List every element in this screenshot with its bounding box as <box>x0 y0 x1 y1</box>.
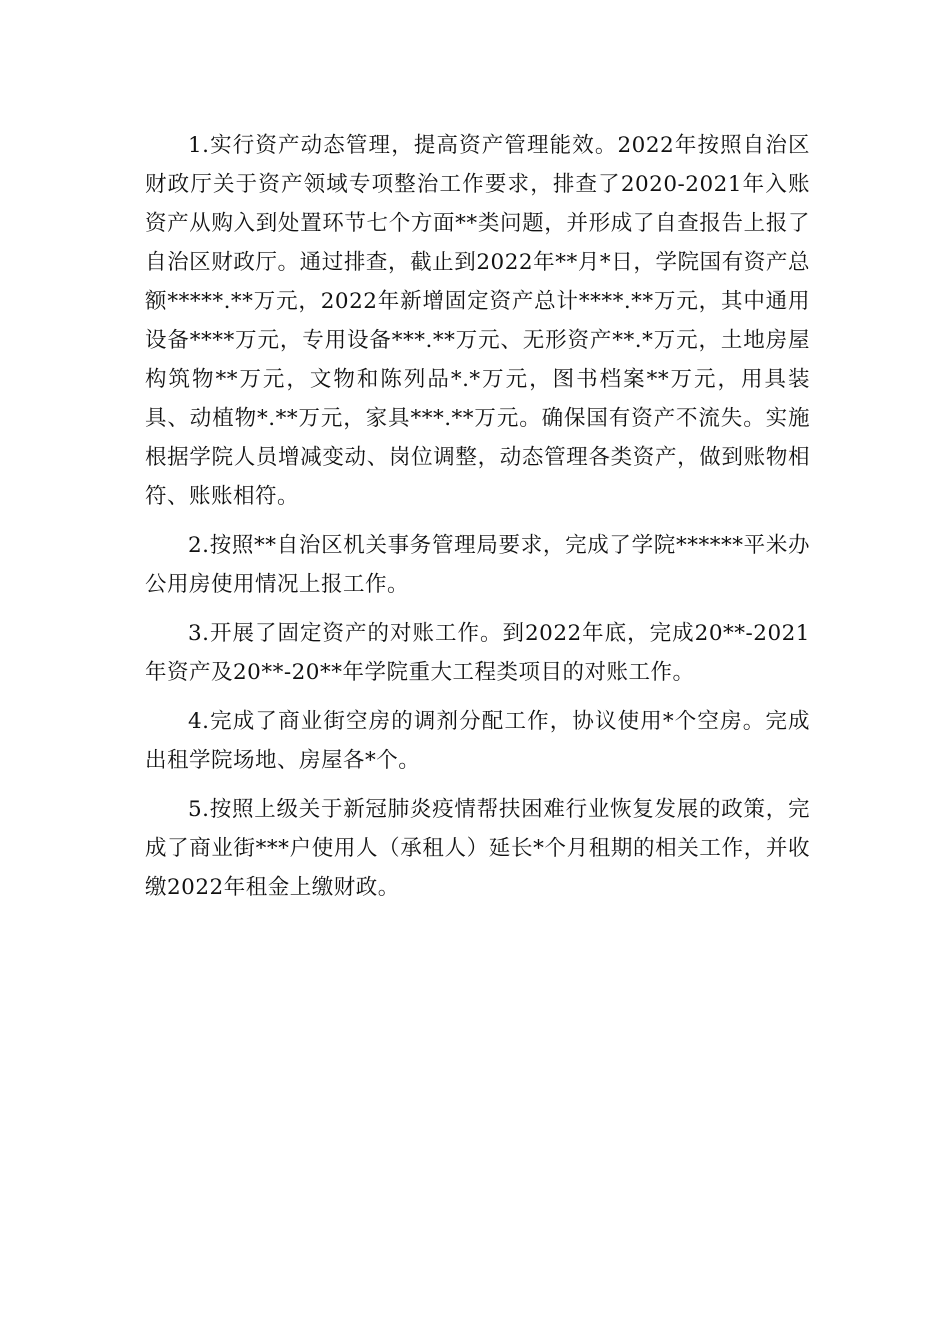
paragraph-office-space-report: 2.按照**自治区机关事务管理局要求，完成了学院******平米办公用房使用情况上报工作。 <box>145 533 811 597</box>
paragraph-rent-extension: 5.按照上级关于新冠肺炎疫情帮扶困难行业恢复发展的政策，完成了商业街***户使用人（承租人）延长*个月租期的相关工作，并收缴2022年租金上缴财政。 <box>145 797 810 900</box>
paragraph-vacant-room-allocation: 4.完成了商业街空房的调剂分配工作，协议使用*个空房。完成出租学院场地、房屋各*个。 <box>145 709 810 773</box>
paragraph-fixed-asset-reconciliation: 3.开展了固定资产的对账工作。到2022年底，完成20**-2021年资产及20**-20**年学院重大工程类项目的对账工作。 <box>145 621 810 685</box>
paragraph-asset-dynamic-management: 1.实行资产动态管理，提高资产管理能效。2022年按照自治区财政厅关于资产领域专项整治工作要求，排查了2020-2021年入账资产从购入到处置环节七个方面**类问题，并形成了自查报告上报了自治区财政厅。通过排查，截止到2022年**月*日，学院国有资产总额*****.**万元，2022年新增固定资产总计****.**万元，其中通用设备****万元，专用设备***.**万元、无形资产**.*万元，土地房屋构筑物**万元，文物和陈列品*.*万元，图书档案**万元，用具装具、动植物*.**万元，家具***.**万元。确保国有资产不流失。实施根据学院人员增减变动、岗位调整，动态管理各类资产，做到账物相符、账账相符。 <box>145 133 810 509</box>
